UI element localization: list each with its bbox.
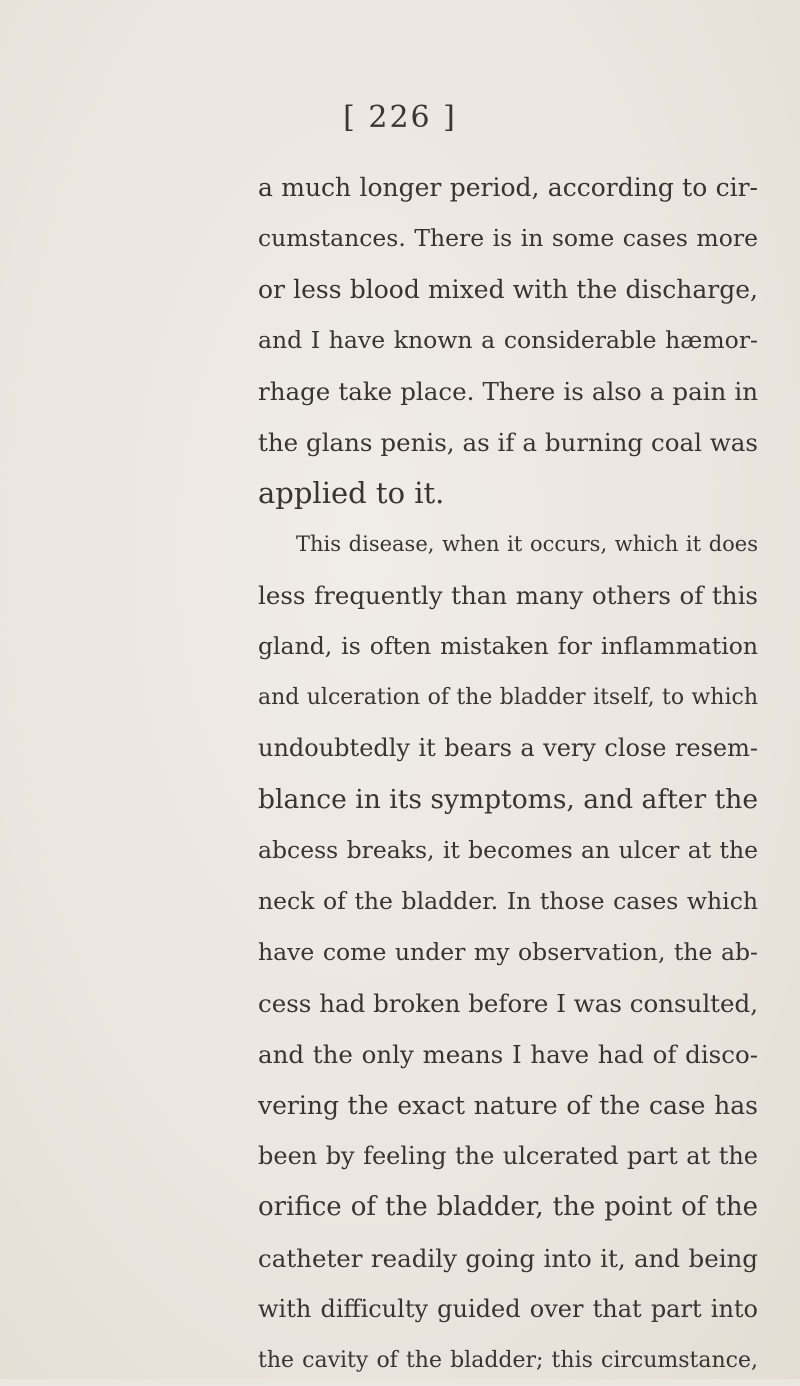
text-line: applied to it. — [258, 476, 445, 510]
text-line: abcess breaks, it becomes an ulcer at the — [258, 836, 758, 864]
text-line: rhage take place. There is also a pain in — [258, 377, 758, 406]
text-line: cumstances. There is in some cases more — [258, 224, 758, 252]
page-number: [ 226 ] — [343, 100, 457, 135]
text-line: or less blood mixed with the discharge, — [258, 275, 758, 304]
text-line: and I have known a considerable hæmor- — [258, 326, 758, 354]
text-line: gland, is often mistaken for inflammation — [258, 632, 758, 660]
text-line: orifice of the bladder, the point of the — [258, 1192, 758, 1222]
text-line: and the only means I have had of disco- — [258, 1040, 758, 1069]
text-line: with difficulty guided over that part into — [258, 1295, 758, 1323]
body-text — [258, 162, 758, 1386]
text-line: undoubtedly it bears a very close resem- — [258, 734, 758, 762]
text-line: and ulceration of the bladder itself, to which — [258, 685, 758, 710]
text-line: been by feeling the ulcerated part at the — [258, 1142, 758, 1170]
text-line: have come under my observation, the ab- — [258, 938, 758, 966]
text-line: the cavity of the bladder; this circumstance, — [258, 1348, 758, 1373]
text-line: neck of the bladder. In those cases which — [258, 887, 758, 915]
text-line: a much longer period, according to cir- — [258, 173, 758, 202]
text-line: the glans penis, as if a burning coal was — [258, 428, 758, 457]
text-line: This disease, when it occurs, which it does — [296, 532, 758, 556]
text-line: vering the exact nature of the case has — [258, 1091, 758, 1120]
text-line: less frequently than many others of this — [258, 581, 758, 610]
text-line: blance in its symptoms, and after the — [258, 784, 758, 815]
text-line: cess had broken before I was consulted, — [258, 989, 758, 1018]
text-line: catheter readily going into it, and being — [258, 1244, 758, 1273]
